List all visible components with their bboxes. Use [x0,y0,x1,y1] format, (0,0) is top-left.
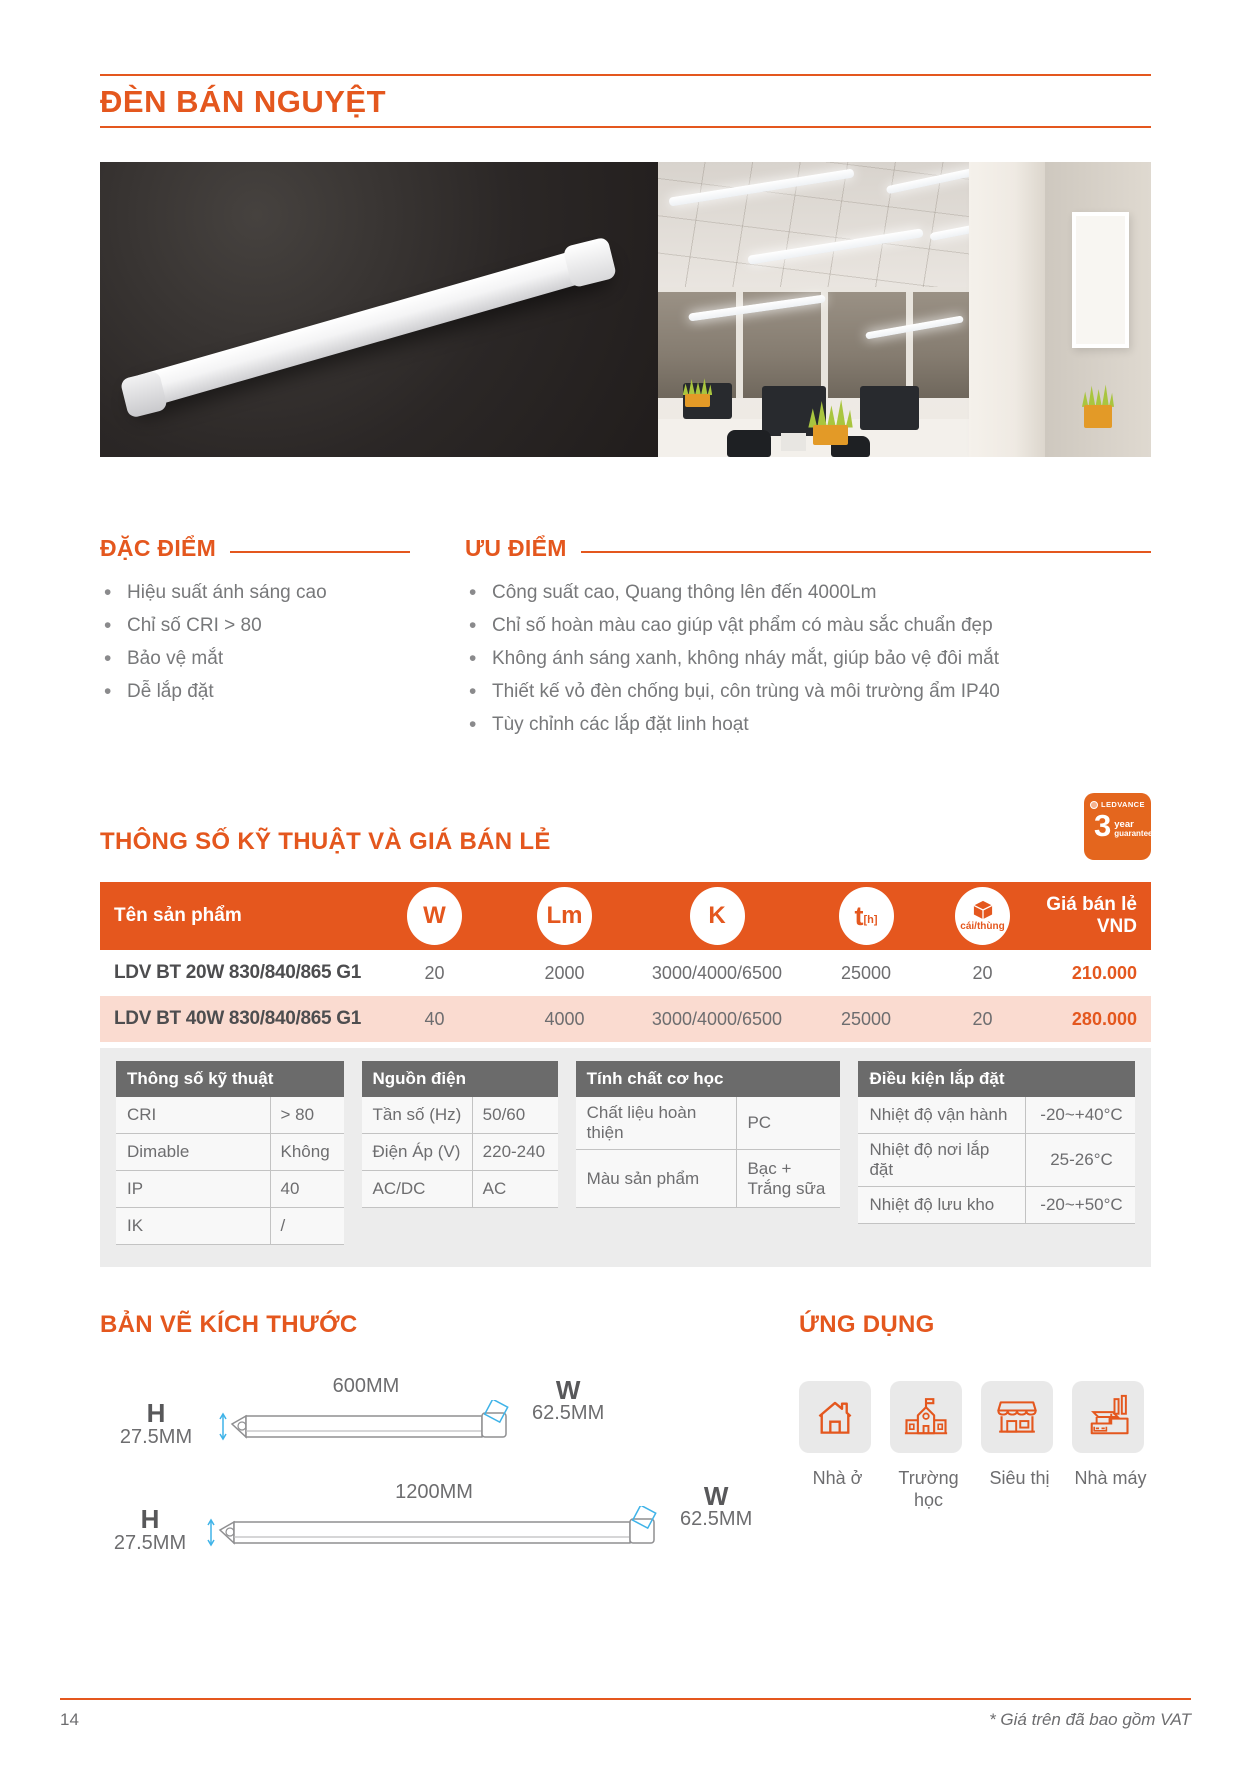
product-photo-panel [100,162,658,457]
spec-label: Điện Áp (V) [372,1142,461,1161]
spec-label: Nhiệt độ vận hành [869,1105,1008,1124]
spec-label: Chất liệu hoàn thiện [586,1103,697,1142]
plant-pot [1084,405,1111,427]
spec-value: PC [736,1097,840,1149]
price-table-header [100,882,1151,950]
kelvin-symbol: K [708,902,726,929]
application-tile [890,1381,962,1453]
page-footer [60,1698,1191,1730]
wattage-value: 20 [424,962,445,983]
advantage-item: • Thiết kế vỏ đèn chống bụi, côn trùng và môi trường ẩm IP40 [465,675,1151,708]
spec-label: CRI [127,1105,157,1124]
plant-pot [813,425,848,446]
features-column [100,535,465,741]
application-item [1072,1381,1149,1511]
batten-light-image [123,242,613,413]
kelvin-value: 3000/4000/6500 [651,1008,783,1029]
feature-item: • Dễ lắp đặt [100,675,465,708]
height-label: H [146,1398,166,1428]
monitor [860,386,919,430]
house-icon [810,1392,860,1442]
feature-item: • Chỉ số CRI > 80 [100,609,465,642]
spec-tables-panel [100,1048,1151,1267]
features-section [100,535,1151,741]
spec-label: Tần số (Hz) [372,1105,462,1124]
batten-end-cap-left [120,370,168,418]
lifetime-value: 25000 [840,1008,892,1029]
mechanical-table-title: Tính chất cơ học [576,1061,841,1097]
school-icon [900,1391,952,1443]
carton-icon [955,887,1010,945]
advantage-item: • Không ánh sáng xanh, không nháy mắt, giúp bảo vệ đôi mắt [465,642,1151,675]
feature-item: • Bảo vệ mắt [100,642,465,675]
application-tile [1072,1381,1144,1453]
box-icon [972,900,994,920]
features-list [100,576,465,708]
features-title: ĐẶC ĐIỂM [100,535,217,561]
power-table [362,1061,558,1208]
plant-pot [685,394,710,407]
width-value: 62.5MM [680,1508,753,1530]
application-label: Nhà ở [812,1468,863,1488]
batten-end-cap [562,236,617,288]
spec-label: IK [127,1216,144,1235]
badge-label: guarantee [1114,829,1153,838]
spec-value: Bạc + Trắng sữa [736,1150,840,1207]
width-label: W [703,1481,729,1511]
spec-label: AC/DC [372,1179,426,1198]
spec-value: 220-240 [472,1134,558,1170]
spec-label: IP [127,1179,144,1198]
power-table-title: Nguồn điện [362,1061,558,1097]
spec-value: 25-26°C [1025,1134,1135,1186]
lumen-symbol: Lm [546,902,583,929]
application-label: Nhà máy [1074,1468,1147,1488]
spec-value: > 80 [270,1097,344,1133]
product-name: LDV BT 20W 830/840/865 G1 [114,962,362,983]
lifetime-unit: [h] [863,914,878,926]
specs-heading-row [100,793,1151,860]
product-name: LDV BT 40W 830/840/865 G1 [114,1008,362,1029]
batten-outline-drawing [216,1400,516,1446]
height-label: H [140,1504,160,1534]
store-icon [991,1391,1043,1443]
office-chair [727,430,771,457]
spec-value: -20~+40°C [1025,1097,1135,1133]
page-number: 14 [60,1710,79,1729]
application-item [799,1381,876,1511]
wall-poster [1072,212,1129,348]
title-block [100,74,1151,128]
advantage-item: • Công suất cao, Quang thông lên đến 4000Lm [465,576,1151,609]
mechanical-table [576,1061,841,1208]
guarantee-badge [1084,793,1151,860]
dimensions-section [100,1311,799,1557]
price-table [100,882,1151,1042]
dimension-drawing-600 [100,1375,799,1451]
spec-value: 40 [270,1171,344,1207]
height-value: 27.5MM [113,1532,187,1554]
lumen-value: 2000 [544,962,585,983]
per-box-label: cái/thùng [960,921,1005,932]
spec-label: Nhiệt độ nơi lắp đặt [869,1140,990,1179]
badge-brand: LEDVANCE [1101,800,1145,809]
spec-value: Không [270,1134,344,1170]
applications-section [799,1311,1151,1557]
dimension-drawing-1200 [100,1481,799,1557]
length-value: 1200MM [395,1481,473,1503]
price-header-line2: VND [1096,916,1137,937]
advantage-item: • Tùy chỉnh các lắp đặt linh hoạt [465,708,1151,741]
page-title: ĐÈN BÁN NGUYỆT [100,84,387,119]
product-row [100,996,1151,1042]
batten-outline-drawing [204,1506,664,1552]
title-bottom-rule [100,126,1151,128]
tech-spec-table [116,1061,344,1245]
monitor-stand [781,433,806,451]
application-label: Siêu thị [989,1468,1050,1488]
per-box-value: 20 [972,1008,993,1029]
width-value: 62.5MM [532,1402,605,1424]
vat-note: * Giá trên đã bao gồm VAT [989,1710,1191,1729]
advantages-title-rule [581,551,1151,553]
application-item [981,1381,1058,1511]
wattage-symbol: W [423,902,446,929]
lifetime-value: 25000 [840,962,892,983]
advantage-item: • Chỉ số hoàn màu cao giúp vật phẩm có màu sắc chuẩn đẹp [465,609,1151,642]
badge-years: 3 [1094,808,1112,843]
spec-label: Dimable [127,1142,190,1161]
product-row [100,950,1151,996]
price-header-line1: Giá bán lẻ [1046,894,1137,915]
application-tile [799,1381,871,1453]
spec-label: Nhiệt độ lưu kho [869,1195,995,1214]
application-label: Trường học [898,1468,959,1510]
price-value: 210.000 [1071,962,1137,983]
feature-item: • Hiệu suất ánh sáng cao [100,576,465,609]
hero-photo [100,162,1151,457]
application-item [890,1381,967,1511]
wattage-value: 40 [424,1008,445,1029]
installation-table-title: Điều kiện lắp đặt [858,1061,1135,1097]
factory-icon [1082,1391,1134,1443]
spec-value: AC [472,1171,558,1207]
tech-spec-title: Thông số kỹ thuật [116,1061,344,1097]
spec-value: -20~+50°C [1025,1187,1135,1223]
lifetime-icon [839,887,894,945]
spec-value: / [270,1208,344,1244]
dimensions-title: BẢN VẼ KÍCH THƯỚC [100,1311,358,1338]
office-photo-panel [658,162,1151,457]
footer-rule [60,1698,1191,1700]
installation-table [858,1061,1135,1224]
lumen-icon [537,887,592,945]
specs-section-title: THÔNG SỐ KỸ THUẬT VÀ GIÁ BÁN LẺ [100,828,551,855]
features-title-rule [230,551,410,553]
advantages-column [465,535,1151,741]
advantages-title: ƯU ĐIỂM [465,535,567,561]
lifetime-symbol: t [854,901,864,931]
applications-title: ỨNG DỤNG [799,1311,935,1338]
wattage-icon [407,887,462,945]
advantages-list [465,576,1151,741]
kelvin-icon [690,887,745,945]
badge-unit: year [1114,819,1134,830]
per-box-value: 20 [972,962,993,983]
pillar [969,162,1045,457]
spec-label: Màu sản phẩm [586,1168,700,1188]
spec-value: 50/60 [472,1097,558,1133]
length-value: 600MM [332,1375,400,1397]
lumen-value: 4000 [544,1008,585,1029]
col-product-name: Tên sản phẩm [114,905,242,926]
application-tile [981,1381,1053,1453]
height-value: 27.5MM [119,1426,193,1448]
kelvin-value: 3000/4000/6500 [651,962,783,983]
price-value: 280.000 [1071,1008,1137,1029]
width-label: W [555,1375,581,1405]
